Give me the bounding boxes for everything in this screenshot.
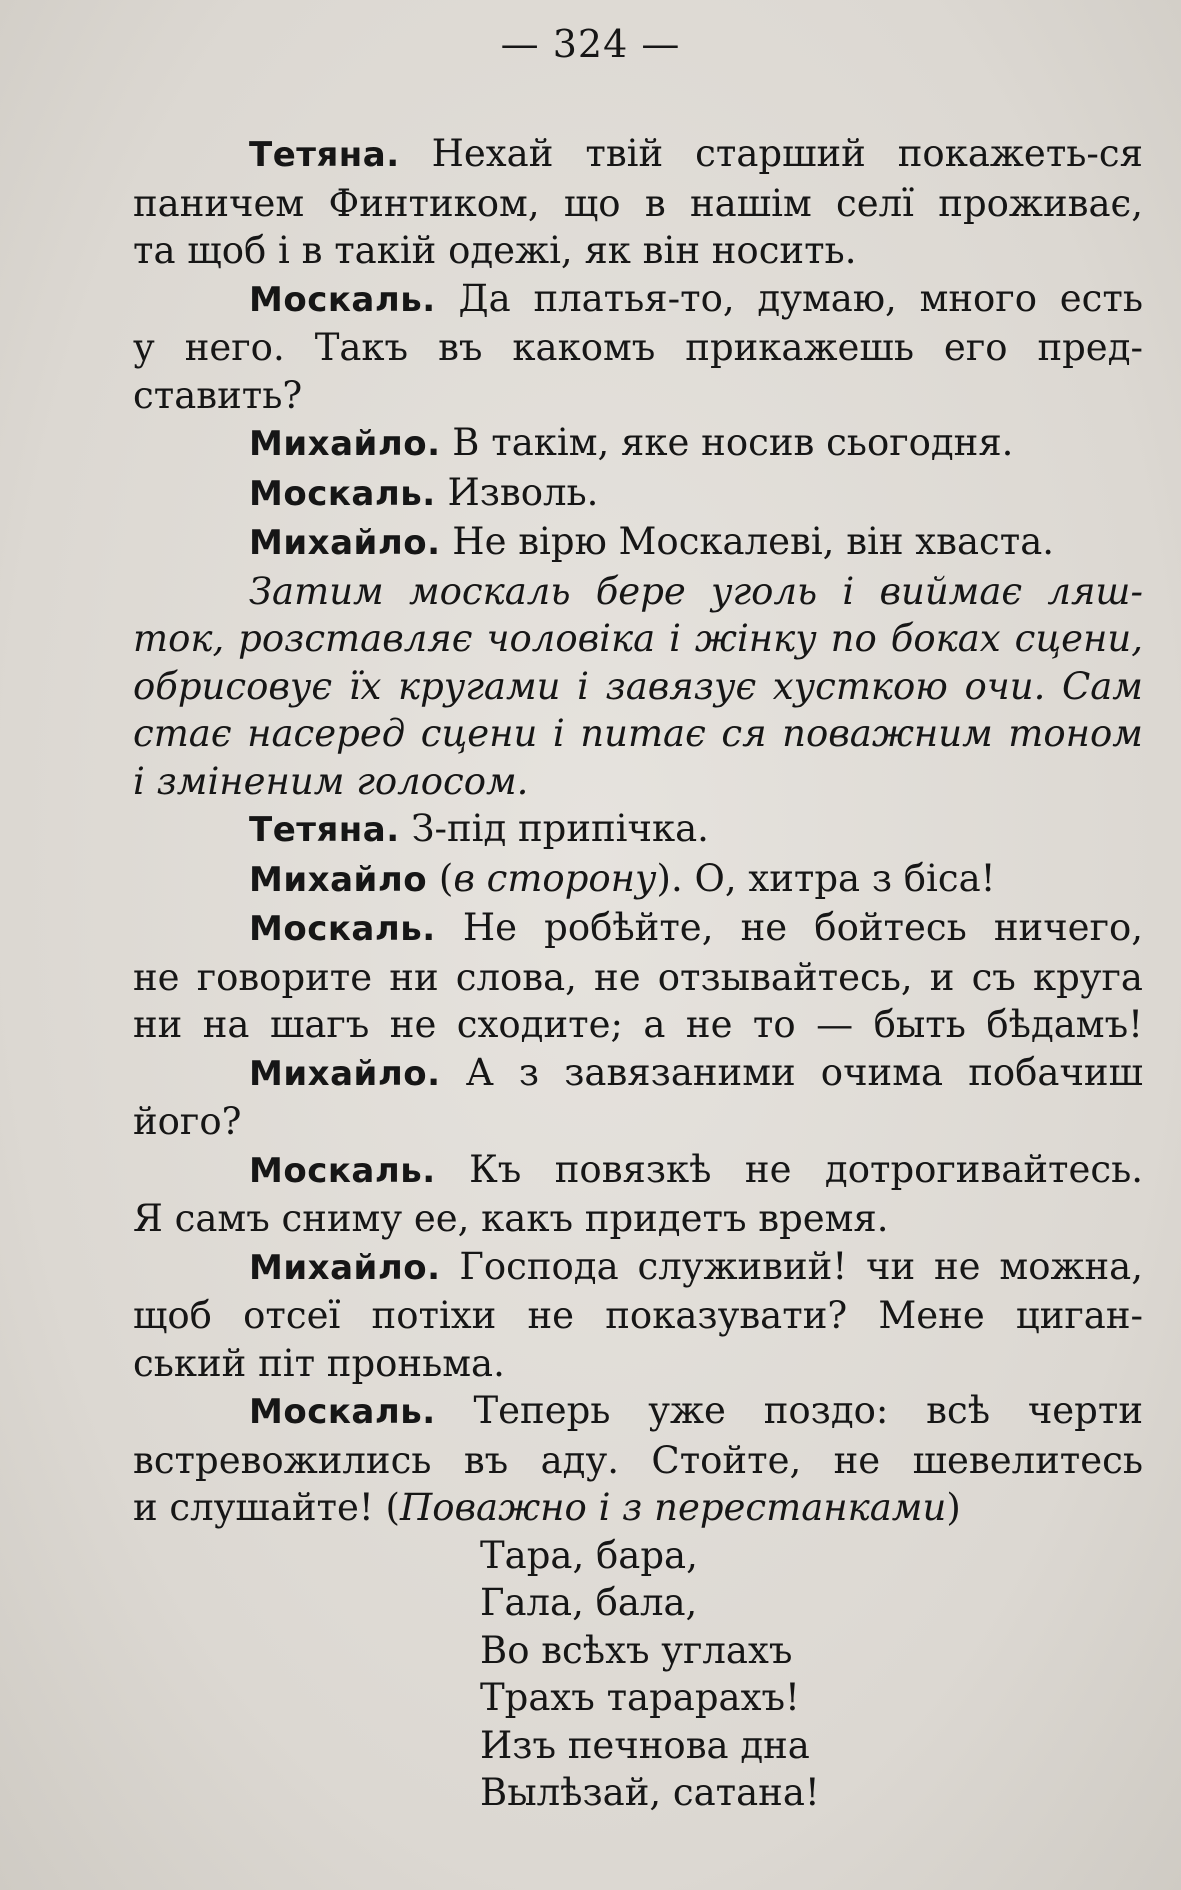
speaker-name: Москаль. [249, 473, 436, 514]
text-line [133, 1437, 1143, 1485]
line-text: З-під припічка. [411, 807, 709, 850]
play-text [133, 130, 1143, 1817]
line-text: О, хитра з біса! [682, 856, 996, 900]
text-line [133, 855, 1143, 905]
verse-line: Тара, бара, [480, 1533, 698, 1577]
line-text: Не вірю Москалеві, він хваста. [452, 520, 1055, 563]
text-line [133, 1195, 1143, 1243]
line-text: Господа служивий! чи не можна, [459, 1244, 1143, 1288]
line-text: ни на шагъ не сходите; а не то — быть бѣдамъ! [133, 1003, 1143, 1046]
text-line [133, 1484, 1143, 1532]
line-text: А з завязаними очима побачиш [465, 1050, 1143, 1094]
line-text: Да платья-то, думаю, много есть [458, 276, 1143, 320]
paren: ) [946, 1486, 961, 1529]
verse-line: Трахъ тарарахъ! [480, 1676, 800, 1719]
stage-direction-line [133, 615, 1143, 663]
text-line [133, 1387, 1143, 1437]
speaker-name: Михайло. [249, 424, 441, 464]
line-text: Затим москаль бере уголь і виймає ляш- [249, 569, 1143, 613]
speaker-name: Михайло. [249, 1247, 441, 1288]
paren: ). [656, 856, 683, 900]
text-line [133, 180, 1143, 228]
text-line [133, 1098, 1143, 1146]
line-text: В такім, яке носив сьогодня. [452, 421, 1014, 464]
speaker-name: Тетяна. [249, 810, 400, 850]
speaker-name: Москаль. [249, 909, 436, 949]
stage-direction-line [133, 758, 1143, 806]
text-line [133, 419, 1143, 469]
stage-direction-line [133, 710, 1143, 758]
speaker-name: Москаль. [249, 1392, 436, 1432]
line-text: ставить? [133, 373, 303, 417]
stage-direction-line [133, 663, 1143, 711]
speaker-name: Тетяна. [249, 135, 400, 175]
verse-line: Во всѣхъ углахъ [480, 1628, 793, 1672]
text-line [133, 1292, 1143, 1340]
text-line [133, 372, 1143, 420]
line-text: його? [133, 1100, 242, 1143]
text-line [133, 805, 1143, 855]
line-text: Изволь. [447, 470, 599, 514]
text-line [133, 1001, 1143, 1049]
line-text: Теперь уже поздо: всѣ черти [473, 1389, 1143, 1432]
line-text: і зміненим голосом. [133, 759, 529, 803]
text-line [133, 518, 1143, 568]
line-text: щоб отсеї потіхи не показувати? Мене циган- [133, 1294, 1143, 1337]
text-line [133, 469, 1143, 519]
verse-line: Изъ печнова дна [480, 1723, 810, 1767]
text-line [133, 227, 1143, 275]
speaker-name: Москаль. [249, 279, 436, 320]
speaker-name: Михайло. [249, 523, 441, 563]
speaker-name: Михайло. [249, 1053, 441, 1094]
line-text: Нехай твій старший покажеть-ся [431, 132, 1143, 175]
stage-direction-line [133, 568, 1143, 616]
text-line [133, 275, 1143, 325]
verse-line: Вылѣзай, сатана! [480, 1771, 820, 1814]
line-text: Къ повязкѣ не дотрогивайтесь. [469, 1147, 1143, 1191]
text-line [133, 1146, 1143, 1196]
speaker-name: Москаль. [249, 1150, 436, 1191]
text-line [133, 904, 1143, 954]
line-text: встревожились въ аду. Стойте, не шевелитесь [133, 1438, 1143, 1482]
line-text: стає насеред сцени і питає ся поважним тоном [133, 712, 1143, 755]
line-text: Я самъ сниму ее, какъ придетъ время. [133, 1197, 889, 1240]
line-text: и слушайте! ( [133, 1486, 400, 1529]
text-line [133, 1340, 1143, 1388]
line-text: обрисовує їх кругами і завязує хусткою очи. Сам [133, 664, 1143, 708]
line-text: Не робѣйте, не бойтесь ничего, [462, 906, 1143, 949]
line-text: ток, розставляє чоловіка і жінку по боках сцени, [133, 617, 1143, 660]
stage-aside: в сторону [453, 856, 657, 900]
speaker-name: Михайло [249, 859, 428, 900]
text-line [133, 954, 1143, 1002]
text-line [133, 1243, 1143, 1293]
paren: ( [427, 856, 454, 900]
stage-aside: Поважно і з перестанками [399, 1486, 947, 1529]
line-text: не говорите ни слова, не отзывайтесь, и съ круга [133, 955, 1143, 999]
text-line [133, 130, 1143, 180]
page-number: — 324 — [500, 22, 681, 66]
line-text: у него. Такъ въ какомъ прикажешь его пред- [133, 326, 1143, 369]
line-text: та щоб і в такій одежі, як він носить. [133, 229, 857, 272]
verse-line: Гала, бала, [480, 1581, 698, 1624]
line-text: ський піт проньма. [133, 1341, 505, 1385]
text-line [133, 1049, 1143, 1099]
text-line [133, 324, 1143, 372]
line-text: паничем Финтиком, що в нашім селї проживає, [133, 181, 1143, 225]
